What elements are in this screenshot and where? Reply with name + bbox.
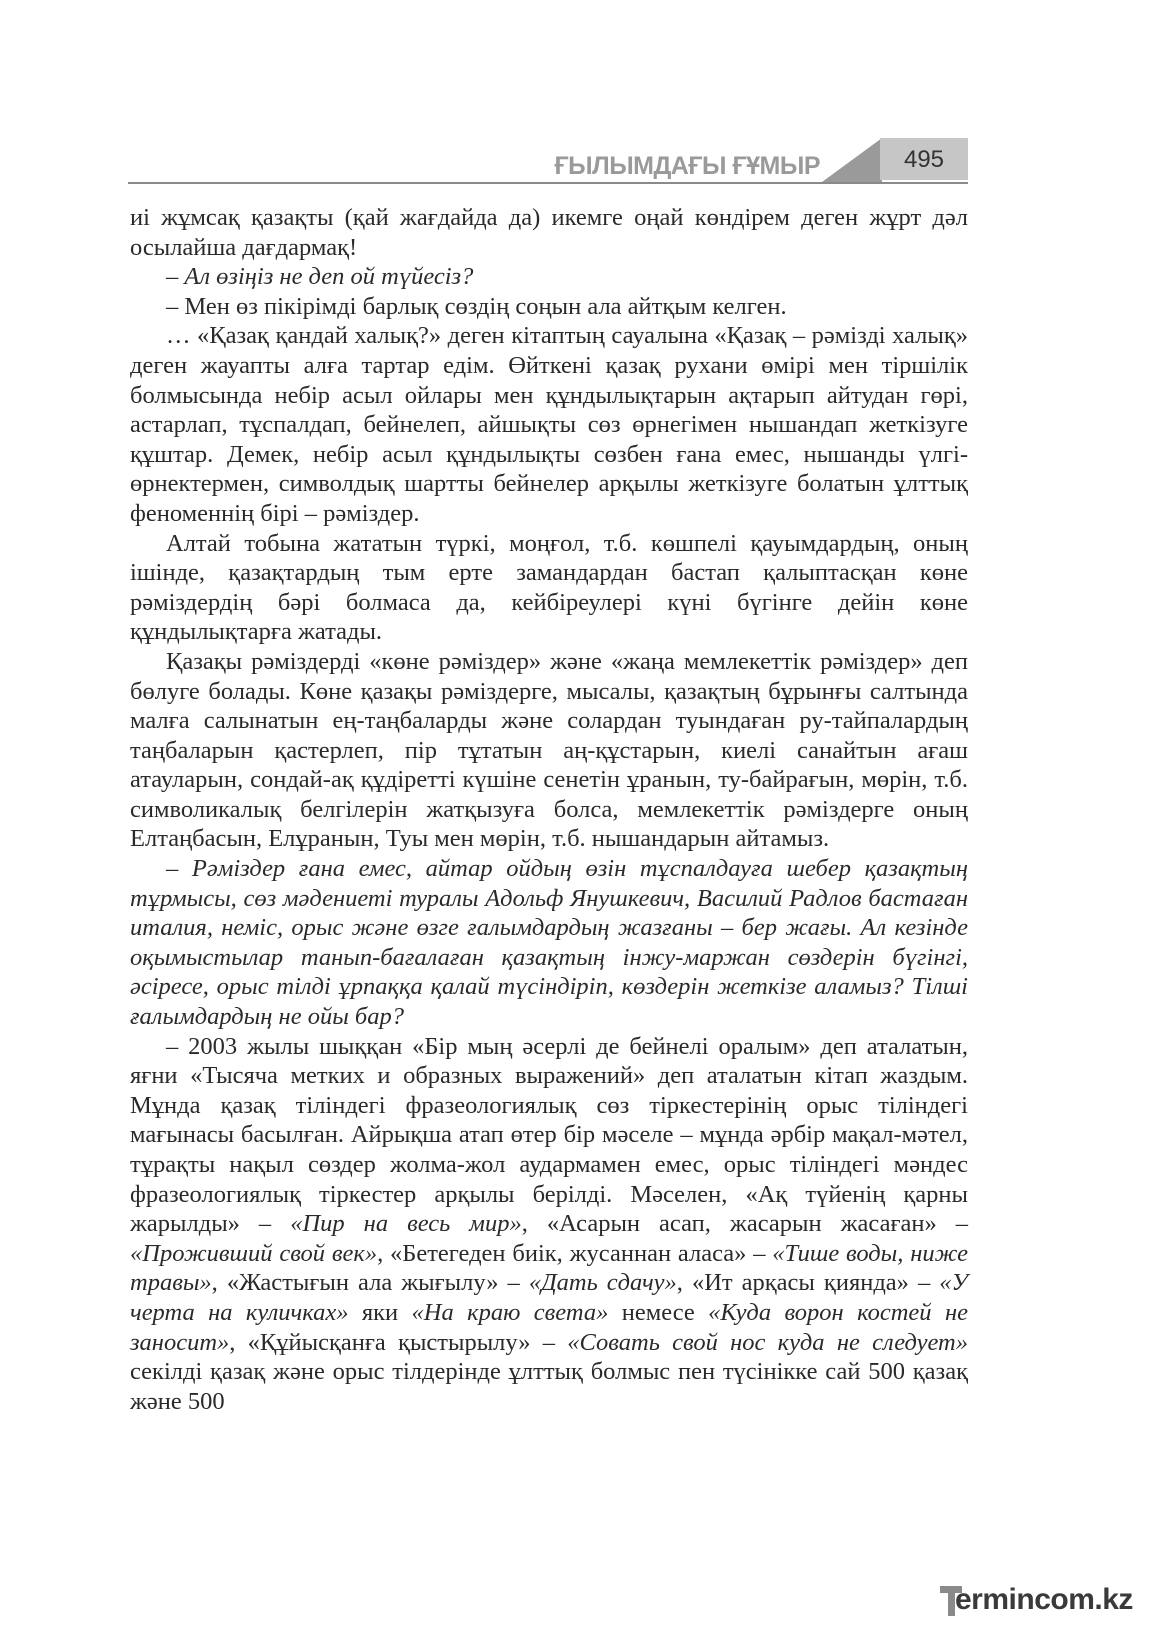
russian-idiom: «Тише воды, ниже травы» bbox=[130, 1239, 968, 1297]
text-run: немесе bbox=[608, 1298, 709, 1326]
page-number: 495 bbox=[903, 146, 945, 173]
text-run: , «Жастығын ала жығылу» – bbox=[211, 1269, 529, 1297]
paragraph-5: Қазақы рәміздерді «көне рәміздер» және «жаңа мемлекеттік рәміздер» деп бөлуге болады. Көне қазақы рәміздерге, мысалы, қазақтың бұрынғы салтында малға салынатын ең-таңбаларды және солардан туындаған ру-тайпалардың таңбаларын қастерлеп, пір тұтатын аң-құстарын, киелі санайтын ағаш атауларын, сондай-ақ құдіретті күшіне сенетін ұранын, ту-байрағын, мөрін, т.б. символикалық белгілерін жатқызуға болса, мемлекеттік рәміздерге оның Елтаңбасын, Елұранын, Туы мен мөрін, т.б. нышандарын айтамыз. bbox=[130, 647, 968, 853]
paragraph-2: – Мен өз пікірімді барлық сөздің соңын ала айтқым келген. bbox=[166, 292, 787, 320]
page-number-box bbox=[880, 138, 968, 180]
running-header bbox=[128, 138, 968, 184]
text-run: – 2003 жылы шыққан «Бір мың әсерлі де бейнелі оралым» деп аталатын, яғни «Тысяча метких и образных выражений» деп аталатын кітап жаздым. Мұнда қазақ тіліндегі фразеологиялық сөз тіркестерінің орыс тіліндегі мағынасы басылған. Айрықша атап өтер бір мәселе – мұнда әрбір мақал-мәтел, тұрақты нақыл сөздер жолма-жол аудармамен емес, орыс тіліндегі мәндес фразеологиялық тіркестер арқылы берілді. Мәселен, «Ақ түйенің қарны жарылды» – bbox=[130, 1032, 968, 1238]
header-rule bbox=[128, 182, 968, 184]
text-run: секілді қазақ және орыс тілдерінде ұлттық болмыс пен түсінікке сай 500 қазақ және 500 bbox=[130, 1358, 968, 1415]
russian-idiom: «Дать сдачу» bbox=[528, 1269, 677, 1297]
paragraph-4: Алтай тобына жататын түркі, моңғол, т.б. көшпелі қауымдардың, оның ішінде, қазақтардың тым ерте замандардан бастап қалыптасқан көне рәміздердің бәрі болмаса да, кейбіреулері күні бүгінге дейін көне құндылықтарға жатады. bbox=[130, 529, 968, 646]
paragraph-3: … «Қазақ қандай халық?» деген кітаптың сауалына «Қазақ – рәмізді халық» деген жауапты алға тартар едім. Өйткені қазақ рухани өмірі мен тіршілік болмысында небір асыл ойлары мен құндылықтарын ақтарып айтудан гөрі, астарлап, тұспалдап, бейнелеп, айшықты сөз өрнегімен нышандап жеткізуге құштар. Демек, небір асыл құндылықты сөзбен ғана емес, нышанды үлгі-өрнектермен, символдық шартты бейнелер арқылы жеткізуге болатын ұлттық феноменнің бірі – рәміздер. bbox=[130, 322, 968, 527]
text-run: , «Асарын асап, жасарын жасаған» – bbox=[521, 1210, 968, 1238]
site-watermark bbox=[940, 1583, 1140, 1627]
text-run: , «Құйысқанға қыстырылу» – bbox=[229, 1328, 568, 1356]
text-run: , «Бетегеден биік, жусаннан аласа» – bbox=[377, 1239, 773, 1267]
russian-idiom: «Совать свой нос куда не следует» bbox=[567, 1328, 968, 1356]
header-triangle-decoration bbox=[822, 138, 882, 182]
running-title: ҒЫЛЫМДАҒЫ ҒҰМЫР bbox=[554, 152, 820, 180]
paragraph-1: иі жұмсақ қазақты (қай жағдайда да) икемге оңай көндірем деген жұрт дәл осылайша дағдармақ! bbox=[130, 204, 968, 261]
page-body bbox=[130, 203, 968, 1416]
russian-idiom: «У черта на куличках» bbox=[130, 1269, 968, 1326]
russian-idiom: «Пир на весь мир» bbox=[290, 1210, 522, 1238]
text-run: яки bbox=[348, 1298, 412, 1326]
paragraph-6 bbox=[130, 1032, 968, 1417]
russian-idiom: «Проживший свой век» bbox=[130, 1239, 378, 1267]
watermark-text: ermincom.kz bbox=[955, 1583, 1133, 1616]
question-2: – Рәміздер ғана емес, айтар ойдың өзін тұспалдауға шебер қазақтың тұрмысы, сөз мәдениеті туралы Адольф Янушкевич, Василий Радлов бастаған италия, неміс, орыс және өзге ғалымдардың жазғаны – бер жағы. Ал кезінде оқымыстылар танып-бағалаған қазақтың інжу-маржан сөздерін бүгінгі, әсіресе, орыс тілді ұрпаққа қалай түсіндіріп, көздерін жеткізе аламыз? Тілші ғалымдардың не ойы бар? bbox=[130, 855, 968, 1031]
question-1: – Ал өзіңіз не деп ой түйесіз? bbox=[166, 263, 474, 291]
text-run: , «Ит арқасы қиянда» – bbox=[676, 1269, 940, 1297]
russian-idiom: «Куда ворон костей не заносит» bbox=[130, 1298, 968, 1356]
russian-idiom: «На краю света» bbox=[411, 1298, 609, 1326]
watermark-t-stem bbox=[948, 1586, 955, 1616]
